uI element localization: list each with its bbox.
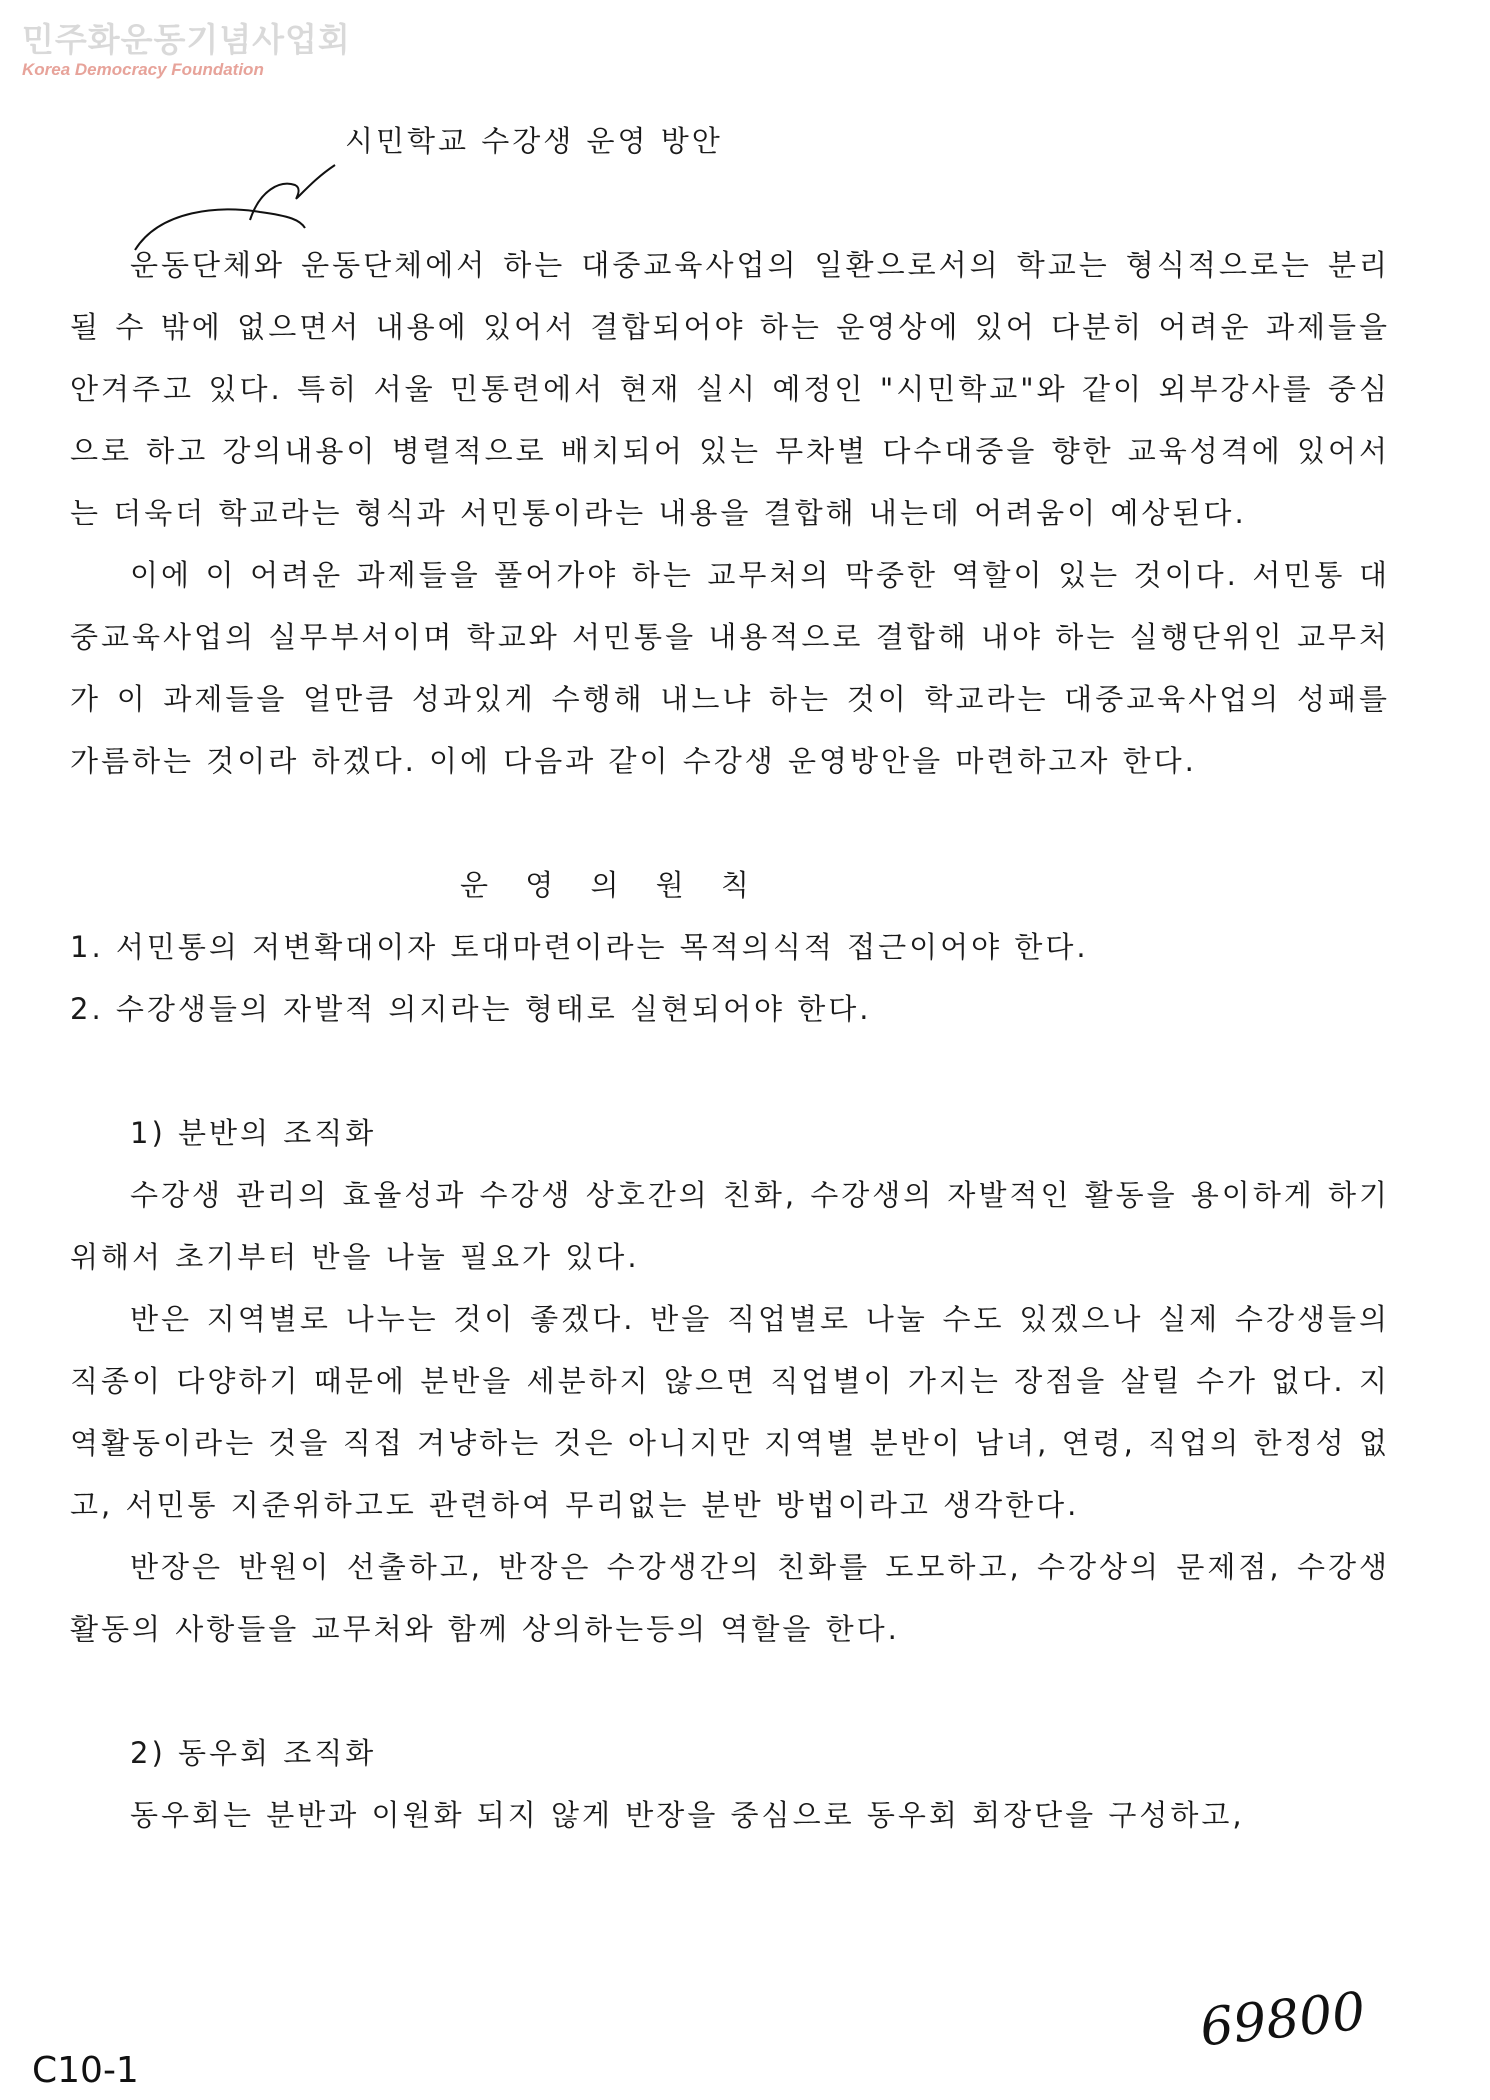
principle-item-1: 1. 서민통의 저변확대이자 토대마련이라는 목적의식적 접근이어야 한다. <box>70 930 1089 964</box>
section-1-paragraph-2: 반은 지역별로 나누는 것이 좋겠다. 반을 직업별로 나눌 수도 있겠으나 실제 수강생들의 직종이 다양하기 때문에 분반을 세분하지 않으면 직업별이 가지는 장점을 살릴 수가 없다. 지역활동이라는 것을 직접 겨냥하는 것은 아니지만 지역별 분반이 남녀, 연령, 직업의 한정성 없고, 서민통 지준위하고도 관련하여 무리없는 분반 방법이라고 생각한다. <box>70 1302 1390 1522</box>
intro-paragraph-1: 운동단체와 운동단체에서 하는 대중교육사업의 일환으로서의 학교는 형식적으로는 분리될 수 밖에 없으면서 내용에 있어서 결합되어야 하는 운영상에 있어 다분히 어려운 과제들을 안겨주고 있다. 특히 서울 민통련에서 현재 실시 예정인 "시민학교"와 같이 외부강사를 중심으로 하고 강의내용이 병렬적으로 배치되어 있는 무차별 다수대중을 향한 교육성격에 있어서는 더욱더 학교라는 형식과 서민통이라는 내용을 결합해 내는데 어려움이 예상된다. <box>70 248 1390 530</box>
section-1-paragraph-3: 반장은 반원이 선출하고, 반장은 수강생간의 친화를 도모하고, 수강상의 문제점, 수강생활동의 사항들을 교무처와 함께 상의하는등의 역할을 한다. <box>70 1550 1390 1646</box>
document-body <box>70 110 1390 1846</box>
section-1-paragraph-1: 수강생 관리의 효율성과 수강생 상호간의 친화, 수강생의 자발적인 활동을 용이하게 하기 위해서 초기부터 반을 나눌 필요가 있다. <box>70 1178 1390 1274</box>
intro-paragraph-2: 이에 이 어려운 과제들을 풀어가야 하는 교무처의 막중한 역할이 있는 것이다. 서민통 대중교육사업의 실무부서이며 학교와 서민통을 내용적으로 결합해 내야 하는 실행단위인 교무처가 이 과제들을 얼만큼 성과있게 수행해 내느냐 하는 것이 학교라는 대중교육사업의 성패를 가름하는 것이라 하겠다. 이에 다음과 같이 수강생 운영방안을 마련하고자 한다. <box>70 558 1390 778</box>
principles-heading: 운 영 의 원 칙 <box>460 868 763 902</box>
watermark-english: Korea Democracy Foundation <box>22 60 264 79</box>
watermark-logo <box>22 20 351 80</box>
handwritten-doc-code: C10-1 <box>32 2050 139 2091</box>
document-title: 시민학교 수강생 운영 방안 <box>345 124 723 158</box>
section-2-heading: 2) 동우회 조직화 <box>130 1736 377 1770</box>
principle-item-2: 2. 수강생들의 자발적 의지라는 형태로 실현되어야 한다. <box>70 992 872 1026</box>
handwritten-page-number: 69800 <box>1197 1981 1369 2059</box>
section-2-paragraph-1: 동우회는 분반과 이원화 되지 않게 반장을 중심으로 동우회 회장단을 구성하고, <box>130 1798 1245 1832</box>
watermark-korean: 민주화운동기념사업회 <box>22 20 351 59</box>
section-1-heading: 1) 분반의 조직화 <box>130 1116 377 1150</box>
